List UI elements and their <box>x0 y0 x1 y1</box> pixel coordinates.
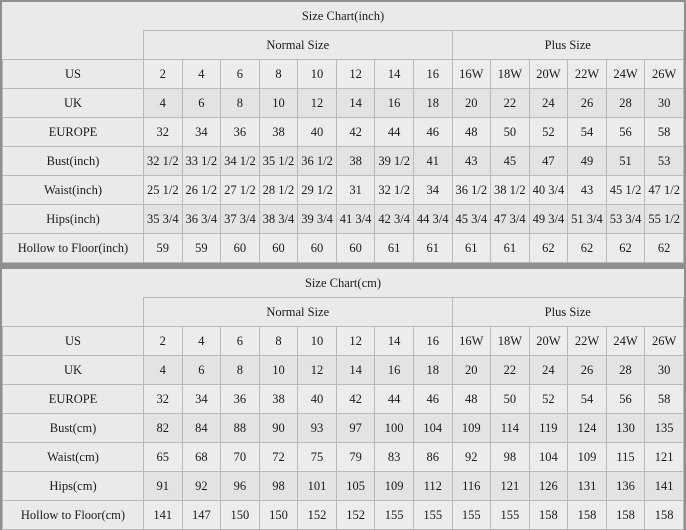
cell: 55 1/2 <box>645 205 684 234</box>
cell: 40 <box>298 385 337 414</box>
cell: 109 <box>568 443 607 472</box>
cell: 68 <box>182 443 221 472</box>
cell: 2 <box>144 60 183 89</box>
cell: 4 <box>144 356 183 385</box>
cell: 18 <box>413 356 452 385</box>
cell: 53 <box>645 147 684 176</box>
cell: 37 3/4 <box>221 205 260 234</box>
cell: 97 <box>336 414 375 443</box>
table-row <box>3 89 684 118</box>
cell: 28 <box>606 89 645 118</box>
cell: 34 <box>182 385 221 414</box>
cell: 39 3/4 <box>298 205 337 234</box>
cell: 46 <box>413 118 452 147</box>
cell: 42 <box>336 385 375 414</box>
cell: 155 <box>491 501 530 530</box>
cell: 10 <box>298 60 337 89</box>
cell: 72 <box>259 443 298 472</box>
cell: 61 <box>413 234 452 263</box>
cell: 14 <box>375 60 414 89</box>
row-label: Waist(cm) <box>3 443 144 472</box>
cell: 4 <box>182 60 221 89</box>
cell: 32 1/2 <box>375 176 414 205</box>
chart-title: Size Chart(cm) <box>3 269 684 298</box>
cell: 24W <box>606 60 645 89</box>
cell: 52 <box>529 118 568 147</box>
cell: 70 <box>221 443 260 472</box>
cell: 86 <box>413 443 452 472</box>
cell: 28 1/2 <box>259 176 298 205</box>
cell: 22W <box>568 327 607 356</box>
cell: 75 <box>298 443 337 472</box>
cell: 33 1/2 <box>182 147 221 176</box>
cell: 59 <box>182 234 221 263</box>
table-row <box>3 234 684 263</box>
cell: 36 1/2 <box>298 147 337 176</box>
cell: 16 <box>413 60 452 89</box>
cell: 34 <box>182 118 221 147</box>
cell: 60 <box>298 234 337 263</box>
cell: 56 <box>606 385 645 414</box>
table-row <box>3 176 684 205</box>
table-row <box>3 443 684 472</box>
cell: 29 1/2 <box>298 176 337 205</box>
cell: 20W <box>529 327 568 356</box>
cell: 116 <box>452 472 491 501</box>
title-row <box>3 269 684 298</box>
cell: 50 <box>491 385 530 414</box>
cell: 40 <box>298 118 337 147</box>
cell: 96 <box>221 472 260 501</box>
cell: 60 <box>221 234 260 263</box>
cell: 8 <box>259 60 298 89</box>
cell: 51 <box>606 147 645 176</box>
row-label: Bust(cm) <box>3 414 144 443</box>
chart-title: Size Chart(inch) <box>3 2 684 31</box>
cell: 158 <box>529 501 568 530</box>
cell: 121 <box>645 443 684 472</box>
cell: 47 1/2 <box>645 176 684 205</box>
cell: 100 <box>375 414 414 443</box>
cell: 59 <box>144 234 183 263</box>
cell: 42 <box>336 118 375 147</box>
cell: 8 <box>259 327 298 356</box>
cell: 20 <box>452 356 491 385</box>
cell: 8 <box>221 89 260 118</box>
cell: 62 <box>645 234 684 263</box>
cell: 61 <box>452 234 491 263</box>
cell: 155 <box>452 501 491 530</box>
size-chart-inch-table <box>2 2 684 263</box>
cell: 101 <box>298 472 337 501</box>
cell: 60 <box>336 234 375 263</box>
table-row <box>3 501 684 530</box>
cell: 47 3/4 <box>491 205 530 234</box>
cell: 150 <box>221 501 260 530</box>
cell: 24 <box>529 89 568 118</box>
cell: 43 <box>568 176 607 205</box>
cell: 155 <box>413 501 452 530</box>
table-row <box>3 205 684 234</box>
cell: 88 <box>221 414 260 443</box>
cell: 36 3/4 <box>182 205 221 234</box>
cell: 114 <box>491 414 530 443</box>
table-row <box>3 385 684 414</box>
cell: 83 <box>375 443 414 472</box>
cell: 34 1/2 <box>221 147 260 176</box>
group-header-normal: Normal Size <box>144 31 453 60</box>
cell: 90 <box>259 414 298 443</box>
row-label: Hips(cm) <box>3 472 144 501</box>
table-row <box>3 60 684 89</box>
cell: 109 <box>375 472 414 501</box>
cell: 38 1/2 <box>491 176 530 205</box>
cell: 65 <box>144 443 183 472</box>
cell: 32 <box>144 118 183 147</box>
size-chart-inch <box>2 2 684 263</box>
cell: 121 <box>491 472 530 501</box>
cell: 34 <box>413 176 452 205</box>
cell: 56 <box>606 118 645 147</box>
table-row <box>3 147 684 176</box>
cell: 26W <box>645 327 684 356</box>
title-row <box>3 2 684 31</box>
cell: 92 <box>452 443 491 472</box>
cell: 30 <box>645 356 684 385</box>
cell: 51 3/4 <box>568 205 607 234</box>
cell: 39 1/2 <box>375 147 414 176</box>
cell: 38 3/4 <box>259 205 298 234</box>
cell: 40 3/4 <box>529 176 568 205</box>
cell: 52 <box>529 385 568 414</box>
cell: 158 <box>645 501 684 530</box>
cell: 105 <box>336 472 375 501</box>
cell: 141 <box>645 472 684 501</box>
corner-blank-cell <box>3 31 144 60</box>
cell: 22 <box>491 89 530 118</box>
cell: 47 <box>529 147 568 176</box>
cell: 60 <box>259 234 298 263</box>
cell: 141 <box>144 501 183 530</box>
cell: 12 <box>336 327 375 356</box>
row-label: Waist(inch) <box>3 176 144 205</box>
cell: 6 <box>221 327 260 356</box>
cell: 32 1/2 <box>144 147 183 176</box>
row-label: Hips(inch) <box>3 205 144 234</box>
cell: 49 <box>568 147 607 176</box>
cell: 62 <box>606 234 645 263</box>
cell: 16W <box>452 327 491 356</box>
cell: 61 <box>491 234 530 263</box>
cell: 22 <box>491 356 530 385</box>
cell: 31 <box>336 176 375 205</box>
row-label: Bust(inch) <box>3 147 144 176</box>
cell: 12 <box>336 60 375 89</box>
cell: 115 <box>606 443 645 472</box>
cell: 98 <box>259 472 298 501</box>
cell: 49 3/4 <box>529 205 568 234</box>
group-header-normal: Normal Size <box>144 298 453 327</box>
cell: 43 <box>452 147 491 176</box>
row-label: Hollow to Floor(inch) <box>3 234 144 263</box>
cell: 91 <box>144 472 183 501</box>
cell: 48 <box>452 118 491 147</box>
cell: 16 <box>413 327 452 356</box>
cell: 18 <box>413 89 452 118</box>
cell: 20W <box>529 60 568 89</box>
cell: 130 <box>606 414 645 443</box>
cell: 14 <box>336 356 375 385</box>
cell: 45 3/4 <box>452 205 491 234</box>
cell: 35 1/2 <box>259 147 298 176</box>
cell: 50 <box>491 118 530 147</box>
cell: 45 1/2 <box>606 176 645 205</box>
cell: 152 <box>298 501 337 530</box>
row-label: US <box>3 327 144 356</box>
cell: 16 <box>375 89 414 118</box>
cell: 24 <box>529 356 568 385</box>
cell: 10 <box>259 356 298 385</box>
cell: 36 1/2 <box>452 176 491 205</box>
cell: 6 <box>221 60 260 89</box>
cell: 28 <box>606 356 645 385</box>
cell: 109 <box>452 414 491 443</box>
cell: 12 <box>298 356 337 385</box>
cell: 25 1/2 <box>144 176 183 205</box>
cell: 16 <box>375 356 414 385</box>
cell: 24W <box>606 327 645 356</box>
cell: 36 <box>221 385 260 414</box>
cell: 84 <box>182 414 221 443</box>
row-label: UK <box>3 356 144 385</box>
cell: 54 <box>568 118 607 147</box>
cell: 126 <box>529 472 568 501</box>
table-row <box>3 118 684 147</box>
cell: 27 1/2 <box>221 176 260 205</box>
cell: 61 <box>375 234 414 263</box>
table-row <box>3 472 684 501</box>
cell: 45 <box>491 147 530 176</box>
cell: 38 <box>259 385 298 414</box>
cell: 26W <box>645 60 684 89</box>
cell: 35 3/4 <box>144 205 183 234</box>
cell: 158 <box>568 501 607 530</box>
cell: 30 <box>645 89 684 118</box>
cell: 155 <box>375 501 414 530</box>
cell: 41 3/4 <box>336 205 375 234</box>
row-label: US <box>3 60 144 89</box>
cell: 136 <box>606 472 645 501</box>
cell: 112 <box>413 472 452 501</box>
cell: 6 <box>182 356 221 385</box>
group-header-plus: Plus Size <box>452 298 684 327</box>
table-row <box>3 414 684 443</box>
cell: 54 <box>568 385 607 414</box>
cell: 44 <box>375 385 414 414</box>
cell: 42 3/4 <box>375 205 414 234</box>
cell: 58 <box>645 385 684 414</box>
cell: 10 <box>298 327 337 356</box>
cell: 36 <box>221 118 260 147</box>
cell: 38 <box>336 147 375 176</box>
row-label: Hollow to Floor(cm) <box>3 501 144 530</box>
cell: 124 <box>568 414 607 443</box>
size-chart-cm <box>2 269 684 530</box>
cell: 131 <box>568 472 607 501</box>
group-header-plus: Plus Size <box>452 31 684 60</box>
cell: 147 <box>182 501 221 530</box>
cell: 82 <box>144 414 183 443</box>
cell: 10 <box>259 89 298 118</box>
cell: 150 <box>259 501 298 530</box>
cell: 158 <box>606 501 645 530</box>
cell: 53 3/4 <box>606 205 645 234</box>
cell: 38 <box>259 118 298 147</box>
cell: 20 <box>452 89 491 118</box>
cell: 62 <box>568 234 607 263</box>
cell: 18W <box>491 327 530 356</box>
cell: 44 <box>375 118 414 147</box>
cell: 79 <box>336 443 375 472</box>
cell: 98 <box>491 443 530 472</box>
cell: 104 <box>413 414 452 443</box>
cell: 4 <box>182 327 221 356</box>
row-label: UK <box>3 89 144 118</box>
cell: 26 <box>568 356 607 385</box>
row-label: EUROPE <box>3 385 144 414</box>
cell: 44 3/4 <box>413 205 452 234</box>
cell: 46 <box>413 385 452 414</box>
cell: 18W <box>491 60 530 89</box>
row-label: EUROPE <box>3 118 144 147</box>
cell: 119 <box>529 414 568 443</box>
cell: 14 <box>336 89 375 118</box>
cell: 41 <box>413 147 452 176</box>
cell: 16W <box>452 60 491 89</box>
table-row <box>3 327 684 356</box>
cell: 62 <box>529 234 568 263</box>
size-chart-cm-table <box>2 269 684 530</box>
cell: 14 <box>375 327 414 356</box>
cell: 12 <box>298 89 337 118</box>
cell: 104 <box>529 443 568 472</box>
cell: 6 <box>182 89 221 118</box>
cell: 32 <box>144 385 183 414</box>
cell: 8 <box>221 356 260 385</box>
cell: 4 <box>144 89 183 118</box>
cell: 93 <box>298 414 337 443</box>
cell: 26 1/2 <box>182 176 221 205</box>
cell: 22W <box>568 60 607 89</box>
table-row <box>3 356 684 385</box>
cell: 58 <box>645 118 684 147</box>
cell: 48 <box>452 385 491 414</box>
cell: 135 <box>645 414 684 443</box>
cell: 26 <box>568 89 607 118</box>
cell: 152 <box>336 501 375 530</box>
cell: 2 <box>144 327 183 356</box>
group-header-row <box>3 31 684 60</box>
corner-blank-cell <box>3 298 144 327</box>
group-header-row <box>3 298 684 327</box>
cell: 92 <box>182 472 221 501</box>
